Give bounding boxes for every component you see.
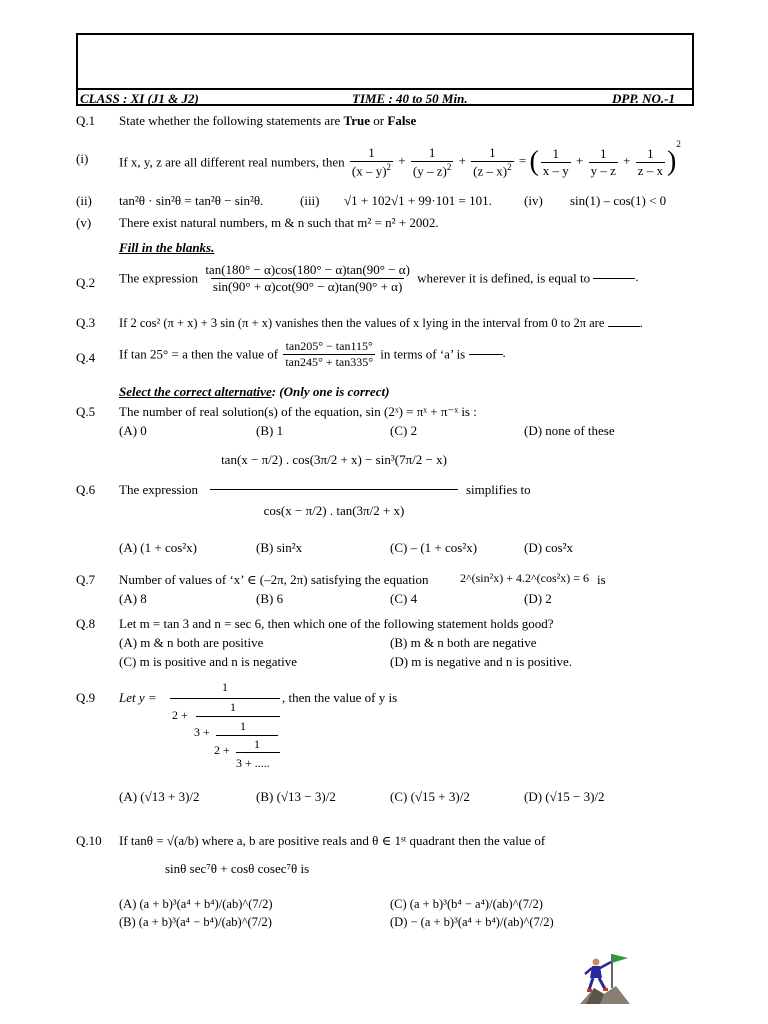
q10-expression: sinθ sec⁷θ + cosθ cosec⁷θ is — [165, 861, 310, 876]
q6-option-c[interactable]: (C) – (1 + cos²x) — [390, 540, 478, 555]
q3-statement: If 2 cos² (π + x) + 3 sin (π + x) vanishes then the values of x lying in the interval from 0 to 2π are . — [119, 315, 643, 330]
q1-stem: State whether the following statements are True or False — [119, 113, 417, 128]
q6-tail: simplifies to — [466, 482, 531, 497]
q8-option-c[interactable]: (C) m is positive and n is negative — [119, 654, 298, 669]
q2-number: Q.2 — [76, 275, 96, 290]
q5-option-d[interactable]: (D) none of these — [524, 423, 615, 438]
class-label: CLASS : XI (J1 & J2) — [80, 91, 199, 106]
q7-equation: 2^(sin²x) + 4.2^(cos²x) = 6 — [460, 571, 589, 585]
q6-number: Q.6 — [76, 482, 96, 497]
q5-option-a[interactable]: (A) 0 — [119, 423, 147, 438]
q8-statement: Let m = tan 3 and n = sec 6, then which one of the following statement holds good? — [119, 616, 554, 631]
header-divider — [78, 88, 692, 90]
time-label: TIME : 40 to 50 Min. — [352, 91, 468, 106]
select-heading: Select the correct alternative: (Only one is correct) — [119, 384, 390, 399]
q6-option-b[interactable]: (B) sin²x — [256, 540, 303, 555]
q1-number: Q.1 — [76, 113, 96, 128]
q8-number: Q.8 — [76, 616, 96, 631]
q7-number: Q.7 — [76, 572, 96, 587]
q1-ii-statement: tan²θ · sin²θ = tan²θ − sin²θ. — [119, 193, 264, 208]
q4-statement: If tan 25° = a then the value of $\frac{\tan 205^\circ - \tan 115^\circ}{\tan 245^\circ + \tan 335^\circ}$ in terms of ‘a’ is . — [119, 339, 506, 369]
q1-v-label: (v) — [76, 215, 92, 230]
q1-iii-label: (iii) — [300, 193, 320, 208]
q1-i-label: (i) — [76, 151, 89, 166]
q7-option-b[interactable]: (B) 6 — [256, 591, 284, 606]
q6-numerator: tan(x − π/2) . cos(3π/2 + x) − sin³(7π/2 − x) — [221, 452, 447, 467]
q8-option-b[interactable]: (B) m & n both are negative — [390, 635, 537, 650]
q9-lead: Let y = — [119, 690, 157, 705]
q10-option-b[interactable]: (B) (a + b)³(a⁴ − b⁴)/(ab)^(7/2) — [119, 915, 272, 929]
q7-statement: Number of values of ‘x’ ∈ (–2π, 2π) satisfying the equation — [119, 572, 429, 587]
q7-tail: is — [597, 572, 606, 587]
q8-option-d[interactable]: (D) m is negative and n is positive. — [390, 654, 572, 669]
q9-option-b[interactable]: (B) (√13 − 3)/2 — [256, 789, 336, 804]
q7-option-a[interactable]: (A) 8 — [119, 591, 147, 606]
q7-option-d[interactable]: (D) 2 — [524, 591, 552, 606]
q9-option-a[interactable]: (A) (√13 + 3)/2 — [119, 789, 200, 804]
fill-blanks-heading: Fill in the blanks. — [119, 240, 215, 255]
q9-continued-fraction — [170, 681, 282, 773]
q10-option-d[interactable]: (D) − (a + b)³(a⁴ + b⁴)/(ab)^(7/2) — [390, 915, 554, 929]
q1-v-statement: There exist natural numbers, m & n such that m² = n² + 2002. — [119, 215, 439, 230]
q2-statement: The expression $\frac{\tan(180^\circ - \alpha)\cos(180^\circ - \alpha)\tan(90^\circ - \alpha)}{\sin(90^\circ + \alpha)\cot(90^\circ - \alpha)\tan(90^\circ + \alpha)}$ wherever it is defined, is equal to . — [119, 262, 639, 294]
q3-number: Q.3 — [76, 315, 96, 330]
q1-i-statement: If x, y, z are all different real numbers, then $\frac{1}{(x - y)^2}$ + $\frac{1}{(y - z)^2}$ + $\frac{1}{(z - x)^2}$ = ( $\frac{1}{x - y}$ + $\frac{1}{y - z}$ + $\frac{1}{z - x}$ )$^2$ — [119, 139, 681, 179]
q6-option-d[interactable]: (D) cos²x — [524, 540, 574, 555]
q5-option-c[interactable]: (C) 2 — [390, 423, 418, 438]
q7-option-c[interactable]: (C) 4 — [390, 591, 418, 606]
q9-number: Q.9 — [76, 690, 96, 705]
q10-option-c[interactable]: (C) (a + b)³(b⁴ − a⁴)/(ab)^(7/2) — [390, 897, 543, 911]
dpp-label: DPP. NO.-1 — [612, 91, 675, 106]
q6-fraction-bar — [210, 489, 458, 490]
q10-number: Q.10 — [76, 833, 102, 848]
q9-cf-body: 1 2 + 1 3 + 1 2 + 1 3 + ..... — [170, 681, 282, 773]
q9-option-c[interactable]: (C) (√15 + 3)/2 — [390, 789, 470, 804]
q10-statement: If tanθ = √(a/b) where a, b are positive reals and θ ∈ 1ˢᵗ quadrant then the value of — [119, 833, 546, 848]
q1-iv-statement: sin(1) – cos(1) < 0 — [570, 193, 667, 208]
q10-option-a[interactable]: (A) (a + b)³(a⁴ + b⁴)/(ab)^(7/2) — [119, 897, 273, 911]
q4-number: Q.4 — [76, 350, 96, 365]
q9-option-d[interactable]: (D) (√15 − 3)/2 — [524, 789, 605, 804]
climber-flag-icon — [576, 948, 634, 1008]
q1-iii-statement: √1 + 102√1 + 99·101 = 101. — [344, 193, 492, 208]
q5-statement: The number of real solution(s) of the equation, sin (2ˣ) = πˣ + π⁻ˣ is : — [119, 404, 477, 419]
q9-tail: , then the value of y is — [282, 690, 398, 705]
q6-option-a[interactable]: (A) (1 + cos²x) — [119, 540, 198, 555]
q8-option-a[interactable]: (A) m & n both are positive — [119, 635, 264, 650]
q1-ii-label: (ii) — [76, 193, 92, 208]
q5-option-b[interactable]: (B) 1 — [256, 423, 284, 438]
q5-number: Q.5 — [76, 404, 96, 419]
q6-text: The expression — [119, 482, 199, 497]
q1-iv-label: (iv) — [524, 193, 543, 208]
q6-denominator: cos(x − π/2) . tan(3π/2 + x) — [263, 503, 405, 518]
